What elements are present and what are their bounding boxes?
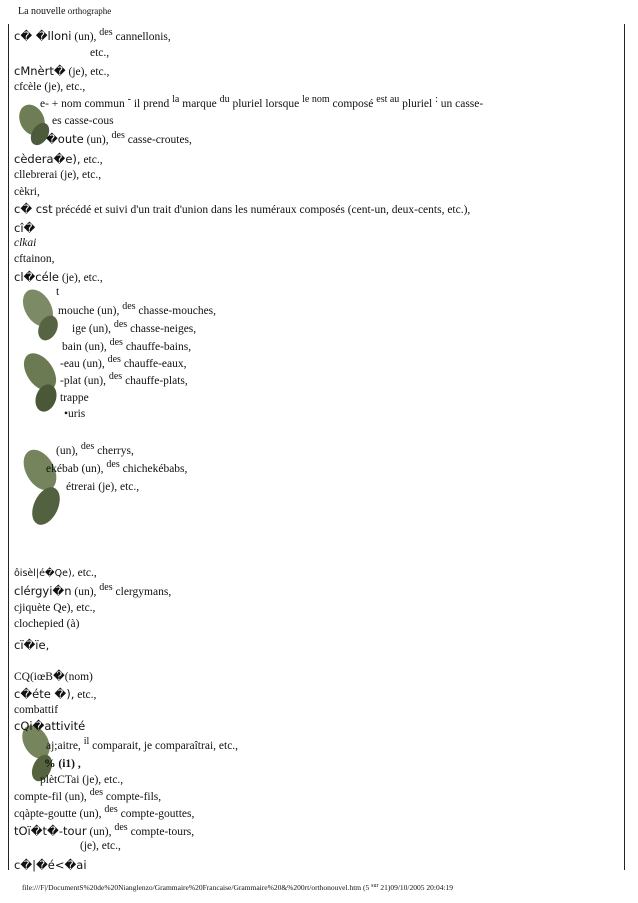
entry-line10 (14, 185, 40, 199)
text: compte-gouttes, (120, 808, 195, 820)
text: cqàpte-goutte (14, 808, 77, 820)
text: clkai (14, 237, 37, 249)
text: (un), (79, 808, 102, 820)
text: chasse-mouches, (138, 305, 217, 317)
entry-casse-croutes (46, 132, 192, 148)
text: (je), etc., (68, 66, 110, 78)
text: ôisèl|é�Qe), (14, 568, 75, 579)
text: compte-fils, (105, 791, 162, 803)
entry-combattif (14, 703, 58, 717)
text: tOï�t�-tour (14, 824, 87, 838)
text: chichekébabs, (122, 463, 188, 475)
entry-line12 (14, 221, 35, 236)
entry-line31 (14, 638, 49, 653)
text: et suivi d'un trait d'union dans les numéraux (94, 204, 297, 216)
text: clochepied (à) (14, 618, 80, 630)
entry-line15 (14, 270, 103, 285)
entry-chauffe-plats (60, 371, 188, 389)
entry-cannelloni (14, 29, 171, 45)
text: cherrys, (97, 445, 134, 457)
text: (un), (74, 586, 97, 598)
text: ekébab (46, 463, 79, 475)
text: - (127, 94, 131, 105)
entry-line32 (14, 670, 93, 684)
leaf-illustration-3 (16, 346, 64, 416)
entry-clochepied (14, 617, 79, 631)
entry-chichekebabs (46, 459, 188, 477)
text: (un), (89, 826, 112, 838)
entry-line37 (44, 757, 81, 771)
text: cï�ïe, (14, 638, 50, 652)
text: (je), etc., (61, 272, 103, 284)
text: des (107, 354, 121, 365)
text: il (83, 736, 90, 747)
text: casse-croutes, (127, 134, 192, 146)
text: % (i1) , (44, 758, 81, 770)
header-part1: La nouvelle (18, 6, 66, 17)
text: e- + nom commun (40, 98, 125, 110)
text: des (80, 441, 95, 452)
text: des (108, 371, 123, 382)
text: des (113, 319, 128, 330)
entry-compte-gouttes (14, 804, 195, 822)
entry-uris (64, 407, 85, 421)
header-part2: orthographe (67, 6, 112, 16)
text: le nom (302, 94, 330, 105)
entry-etc (90, 46, 109, 60)
text: plètCTai (je), etc., (40, 774, 124, 786)
entry-rule-cent (14, 202, 470, 217)
entry-etrerai (66, 480, 139, 494)
text: cftainon, (14, 253, 55, 265)
text: (je), etc., (98, 481, 140, 493)
text: composé (332, 98, 374, 110)
text: comparait, je comparaîtrai, (92, 740, 217, 752)
text: est au (376, 94, 400, 105)
text: (un), (82, 358, 105, 370)
text: pluriel lorsque (232, 98, 300, 110)
text: •uris (64, 408, 86, 420)
text: des (109, 337, 123, 348)
entry-line9 (14, 168, 101, 182)
footer-path: file:///F|/DocumentS%20de%20Nianglenzo/Grammaire%20Francaise/Grammaire%20&%200rt/orthonouvel.htm (22, 883, 362, 892)
text: des (122, 301, 136, 312)
text: chasse-neiges, (130, 323, 197, 335)
text: (un), (97, 305, 120, 317)
entry-chauffe-eaux (60, 354, 187, 372)
text: etc., (76, 602, 96, 614)
footer-sup: sur (371, 883, 379, 889)
text: un casse- (440, 98, 484, 110)
entry-combativite (14, 719, 85, 734)
text: cjiquète Qe), (14, 602, 74, 614)
entry-line4 (14, 80, 85, 94)
text: compte-fil (un), (14, 791, 87, 803)
text: (cent-un, deux-cents, etc.), (347, 204, 471, 216)
text: pluriel (402, 98, 433, 110)
text: la (172, 94, 180, 105)
entry-line43 (14, 858, 87, 873)
text: (un), (84, 341, 107, 353)
entry-line14 (14, 252, 55, 266)
entry-chauffe-bains (62, 337, 192, 355)
text: du (219, 94, 230, 105)
text: (un), (86, 134, 109, 146)
text: (je), etc., (60, 169, 102, 181)
left-border (8, 24, 9, 870)
text: clergymans, (115, 586, 172, 598)
text: (un), (74, 31, 97, 43)
text: chauffe-plats, (125, 375, 188, 387)
word-garbled: c� �lloni (14, 29, 72, 43)
text: etc., (218, 740, 239, 752)
text: -eau (60, 358, 80, 370)
entry-cherrys (56, 441, 134, 459)
text: c� cst (14, 202, 53, 216)
text: des (114, 822, 128, 833)
text: mouche (58, 305, 95, 317)
entry-trappe (60, 391, 89, 405)
text: des (104, 804, 118, 815)
text: cèdera�e), (14, 152, 81, 166)
text: etc., (90, 47, 110, 59)
entry-comparaitre (46, 736, 239, 754)
text: : (435, 94, 438, 105)
text: bain (62, 341, 82, 353)
entry-line38 (40, 773, 123, 787)
text: cl�céle (14, 270, 59, 284)
text: des (89, 787, 104, 798)
entry-line27 (14, 566, 97, 581)
entry-casse-cous (52, 114, 114, 128)
footer-page: (5 (363, 883, 370, 892)
text: il (133, 98, 141, 110)
text: précédé (55, 204, 92, 216)
text: cQi�attivité (14, 719, 86, 733)
text: cMnèrt� (14, 64, 66, 78)
text: (je), etc., (80, 840, 121, 852)
footer-time: 20:04:19 (426, 883, 454, 892)
text: des (106, 459, 120, 470)
text: cèkri, (14, 186, 40, 198)
text: cî� (14, 221, 36, 235)
entry-rule-casse (40, 94, 484, 112)
text: ige (un), (72, 323, 111, 335)
text: trappe (60, 392, 89, 404)
text: des (111, 130, 125, 141)
text: composés (299, 204, 345, 216)
entry-line13 (14, 236, 36, 250)
text: étrerai (66, 481, 96, 493)
text: marque (182, 98, 217, 110)
page-header (18, 6, 111, 17)
entry-line3 (14, 64, 109, 79)
text: es casse-cous (52, 115, 114, 127)
entry-compte-fils (14, 787, 162, 805)
text: CQ(iœB�(nom) (14, 671, 93, 683)
entry-line33 (14, 687, 96, 702)
text: chauffe-bains, (125, 341, 192, 353)
text: etc., (77, 689, 97, 701)
right-border (624, 24, 625, 870)
text: cllebrerai (14, 169, 58, 181)
entry-chasse-neiges (72, 319, 197, 337)
page-footer (22, 883, 453, 892)
text: etc., (77, 567, 97, 579)
text: c�|�é<�ai (14, 858, 87, 872)
text: c�éte �), (14, 687, 75, 701)
text: �oute (46, 132, 84, 146)
text: combattif (14, 704, 59, 716)
entry-clergymans (14, 584, 171, 600)
entry-compte-tours (14, 824, 194, 840)
entry-line42 (80, 839, 121, 853)
entry-line16 (56, 285, 59, 299)
text: des (99, 27, 113, 38)
text: chauffe-eaux, (123, 358, 187, 370)
text: cfcèle (14, 81, 42, 93)
entry-line29 (14, 601, 95, 615)
entry-line8 (14, 152, 103, 167)
text: t (56, 286, 60, 298)
entry-chasse-mouches (58, 301, 217, 319)
text: cannellonis, (115, 31, 171, 43)
text: -plat (un), (60, 375, 106, 387)
text: des (99, 582, 113, 593)
text: (un), (56, 445, 79, 457)
text: (un), (81, 463, 104, 475)
text: prend (143, 98, 170, 110)
text: (je), etc., (44, 81, 86, 93)
text: etc., (83, 154, 103, 166)
text: clérgyi�n (14, 584, 72, 598)
text: aj;aitre, (46, 740, 81, 752)
text: compte-tours, (130, 826, 195, 838)
footer-rest: 21)09/10/2005 (380, 883, 425, 892)
